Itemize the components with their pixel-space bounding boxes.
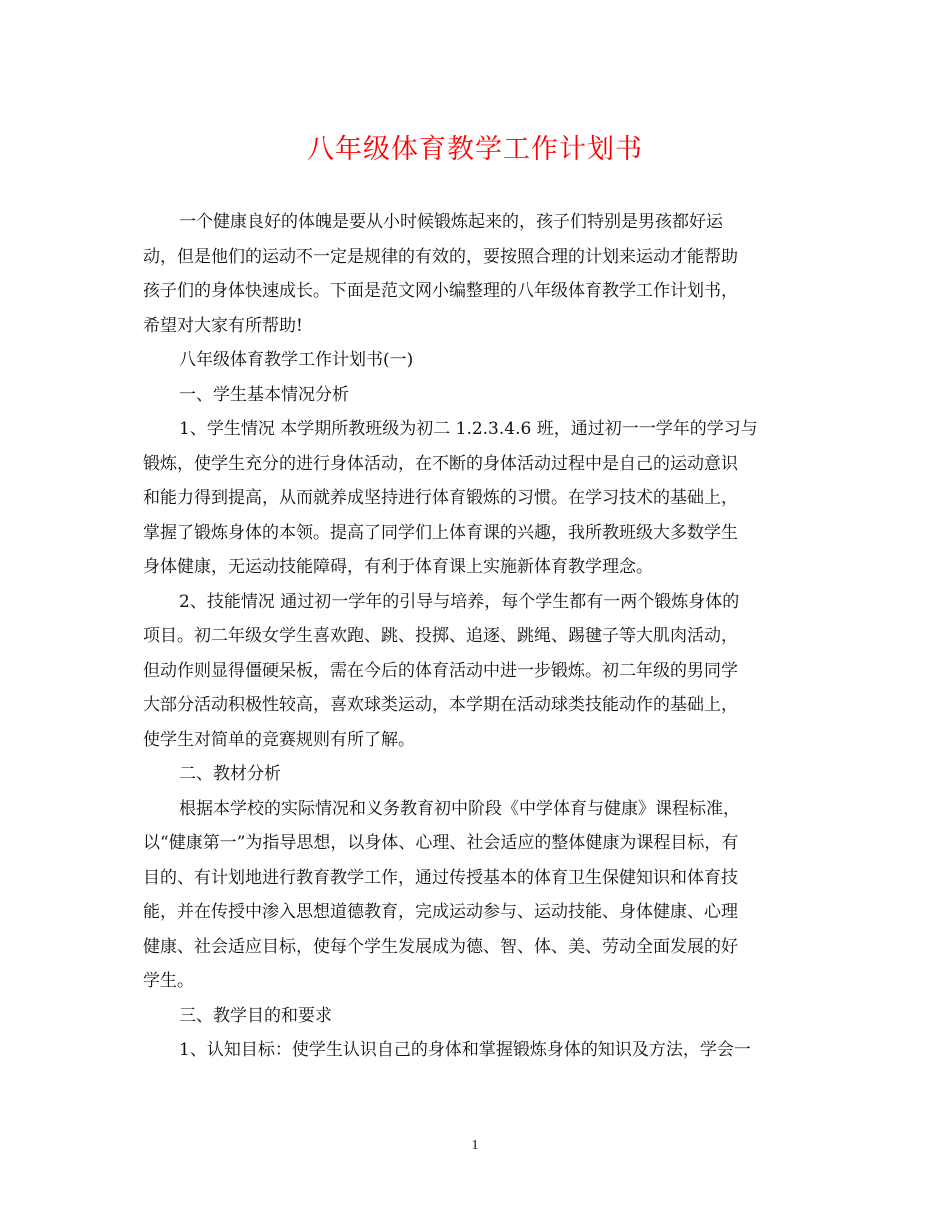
text-line: 孩子们的身体快速成长。下面是范文网小编整理的八年级体育教学工作计划书， bbox=[143, 281, 738, 301]
text-line: 目的、有计划地进行教育教学工作，通过传授基本的体育卫生保健知识和体育技 bbox=[143, 867, 738, 888]
text-line: 使学生对简单的竞赛规则有所了解。 bbox=[143, 729, 415, 750]
document-title: 八年级体育教学工作计划书 bbox=[307, 134, 643, 165]
text-line: 根据本学校的实际情况和义务教育初中阶段《中学体育与健康》课程标准， bbox=[179, 798, 740, 819]
text-line: 2、技能情况 通过初一学年的引导与培养，每个学生都有一两个锻炼身体的 bbox=[179, 591, 740, 612]
text-line: 一个健康良好的体魄是要从小时候锻炼起来的，孩子们特别是男孩都好运 bbox=[179, 212, 723, 232]
text-line: 希望对大家有所帮助! bbox=[143, 315, 303, 336]
text-line: 但动作则显得僵硬呆板，需在今后的体育活动中进一步锻炼。初二年级的男同学 bbox=[143, 660, 738, 681]
text-line: 大部分活动积极性较高，喜欢球类运动，本学期在活动球类技能动作的基础上， bbox=[143, 695, 738, 715]
text-line: 学生。 bbox=[143, 971, 194, 991]
document-body bbox=[143, 205, 808, 1068]
text-line: 八年级体育教学工作计划书(一) bbox=[179, 350, 414, 370]
text-line: 1、认知目标：使学生认识自己的身体和掌握锻炼身体的知识及方法，学会一 bbox=[179, 1040, 751, 1060]
text-line: 二、教材分析 bbox=[179, 764, 281, 784]
text-line: 和能力得到提高，从而就养成坚持进行体育锻炼的习惯。在学习技术的基础上， bbox=[143, 488, 738, 508]
page-number: 1 bbox=[471, 1138, 479, 1153]
text-line: 动，但是他们的运动不一定是规律的有效的，要按照合理的计划来运动才能帮助 bbox=[143, 246, 738, 267]
text-line: 能，并在传授中渗入思想道德教育，完成运动参与、运动技能、身体健康、心理 bbox=[143, 902, 738, 922]
text-line: 三、教学目的和要求 bbox=[179, 1005, 332, 1026]
text-line: 一、学生基本情况分析 bbox=[179, 384, 349, 405]
text-line: 以“健康第一”为指导思想，以身体、心理、社会适应的整体健康为课程目标，有 bbox=[143, 833, 739, 853]
text-line: 项目。初二年级女学生喜欢跑、跳、投掷、追逐、跳绳、踢毽子等大肌肉活动， bbox=[143, 626, 738, 646]
text-line: 掌握了锻炼身体的本领。提高了同学们上体育课的兴趣，我所教班级大多数学生 bbox=[143, 522, 738, 543]
text-line: 锻炼，使学生充分的进行身体活动，在不断的身体活动过程中是自己的运动意识 bbox=[143, 453, 738, 474]
text-line: 1、学生情况 本学期所教班级为初二 1.2.3.4.6 班，通过初一一学年的学习与 bbox=[179, 419, 758, 439]
text-line: 健康、社会适应目标，使每个学生发展成为德、智、体、美、劳动全面发展的好 bbox=[143, 936, 738, 957]
text-line: 身体健康，无运动技能障碍，有利于体育课上实施新体育教学理念。 bbox=[143, 557, 653, 577]
